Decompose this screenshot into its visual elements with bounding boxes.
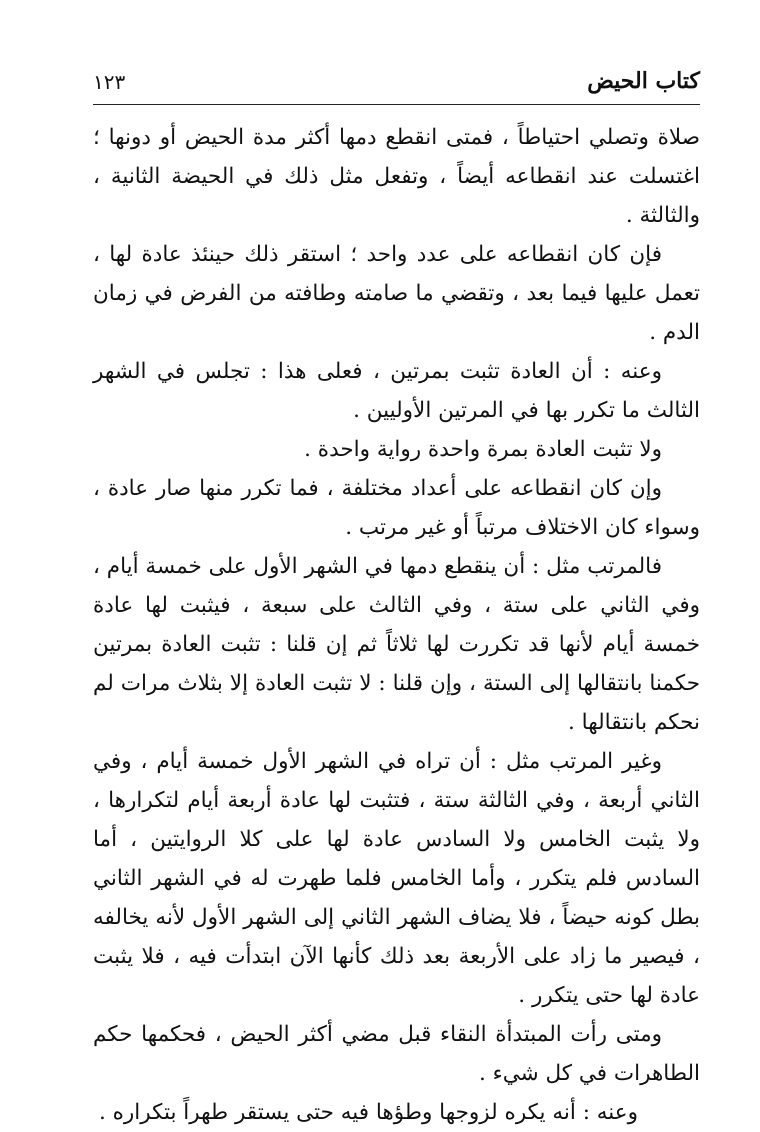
paragraph: وعنه : أن العادة تثبت بمرتين ، فعلى هذا : تجلس في الشهر الثالث ما تكرر بها في المرتين الأوليين .	[93, 359, 700, 423]
running-header	[93, 62, 700, 102]
page-body	[93, 118, 700, 1132]
paragraph: فالمرتب مثل : أن ينقطع دمها في الشهر الأول على خمسة أيام ، وفي الثاني على ستة ، وفي الثالث على سبعة ، فيثبت لها عادة خمسة أيام لأنها قد تكررت لها ثلاثاً ثم إن قلنا : تثبت العادة بمرتين حكمنا بانتقالها إلى الستة ، وإن قلنا : لا تثبت العادة إلا بثلاث مرات لم نحكم بانتقالها .	[92, 554, 700, 735]
paragraph: صلاة وتصلي احتياطاً ، فمتى انقطع دمها أكثر مدة الحيض أو دونها ؛ اغتسلت عند انقطاعه أيضاً ، وتفعل مثل ذلك في الحيضة الثانية ، والثالثة .	[93, 125, 700, 228]
paragraph: وعنه : أنه يكره لزوجها وطؤها فيه حتى يستقر طهراً بتكراره .	[98, 1100, 638, 1125]
paragraph: ومتى رأت المبتدأة النقاء قبل مضي أكثر الحيض ، فحكمها حكم الطاهرات في كل شيء .	[93, 1022, 700, 1086]
chapter-title: كتاب الحيض	[587, 68, 700, 94]
paragraph: ولا تثبت العادة بمرة واحدة رواية واحدة .	[304, 437, 662, 462]
paragraph: وإن كان انقطاعه على أعداد مختلفة ، فما تكرر منها صار عادة ، وسواء كان الاختلاف مرتباً أو غير مرتب .	[93, 476, 700, 540]
paragraph: وغير المرتب مثل : أن تراه في الشهر الأول خمسة أيام ، وفي الثاني أربعة ، وفي الثالثة ستة ، فتثبت لها عادة أربعة أيام لتكرارها ، ولا يثبت الخامس ولا السادس عادة لها على كلا الروايتين ، أما السادس فلم يتكرر ، وأما الخامس فلما طهرت له في الشهر الثاني بطل كونه حيضاً ، فلا يضاف الشهر الثاني إلى الشهر الأول لأنه يخالفه ، فيصير ما زاد على الأربعة بعد ذلك كأنها الآن ابتدأت فيه ، فلا يثبت عادة لها حتى يتكرر .	[93, 749, 700, 1008]
page-number: ١٢٣	[93, 70, 126, 94]
header-divider	[93, 104, 700, 105]
paragraph: فإن كان انقطاعه على عدد واحد ؛ استقر ذلك حينئذ عادة لها ، تعمل عليها فيما بعد ، وتقضي ما صامته وطافته من الفرض في زمان الدم .	[93, 242, 700, 345]
